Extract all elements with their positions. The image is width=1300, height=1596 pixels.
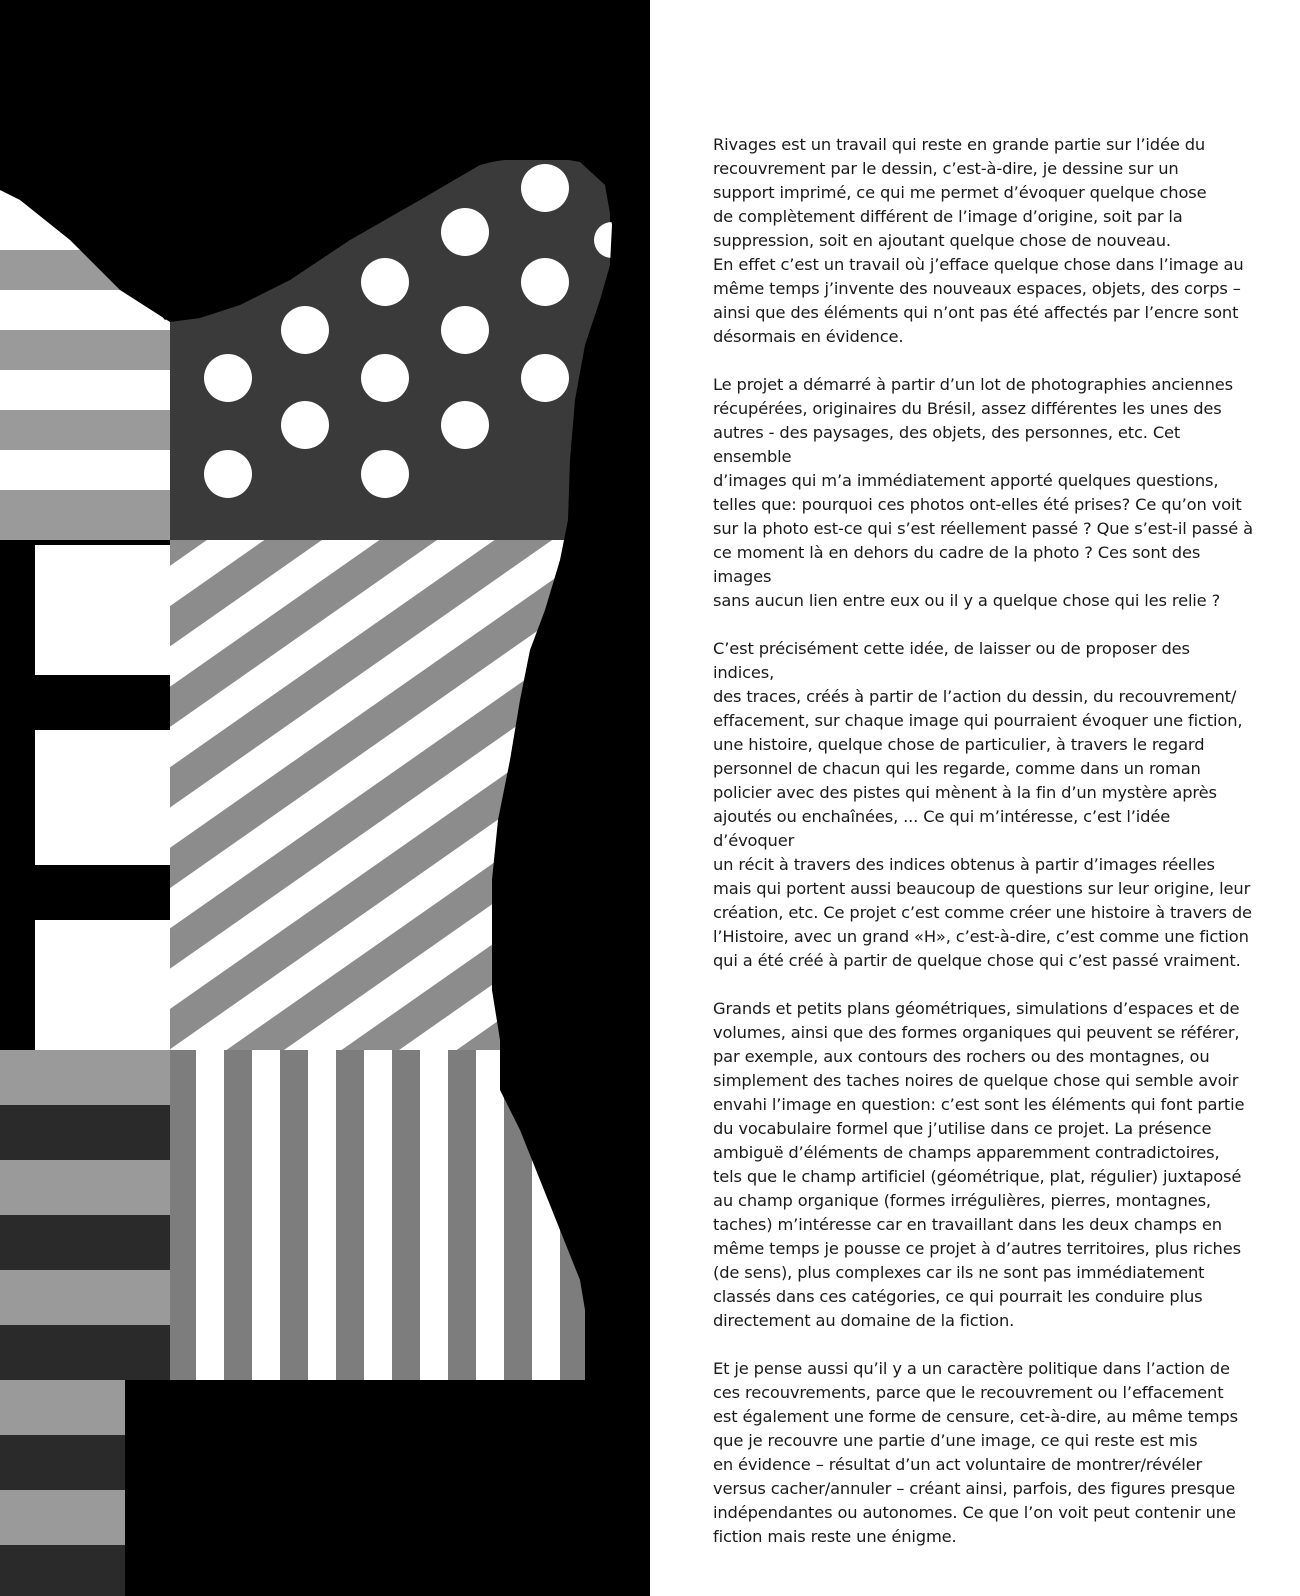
diagonal-stripes <box>170 540 590 1050</box>
paragraph-3: C’est précisément cette idée, de laisser ou de proposer des indices, des traces, créés à partir de l’action du dessin, du recouvrement/ effacement, sur chaque image qui pourraient évoquer une fiction, une histoire, quelque chose de particulier, à travers le regard personnel de chacun qui les regarde, comme dans un roman policier avec des pistes qui mènent à la fin d’un mystère après ajoutés ou enchaînées, ... Ce qui m’intéresse, c’est l’idée d’évoquer un récit à travers des indices obtenus à partir d’images réelles mais qui portent aussi beaucoup de questions sur leur origine, leur création, etc. Ce projet c’est comme créer une histoire à travers de l’Histoire, avec un grand «H», c’est-à-dire, c’est comme une fiction qui a été créé à partir de quelque chose qui c’est passé vraiment. <box>713 639 1252 970</box>
paragraph-4: Grands et petits plans géométriques, simulations d’espaces et de volumes, ainsi que des formes organiques qui peuvent se référer, par exemple, aux contours des rochers ou des montagnes, ou simplement des taches noires de quelque chose qui semble avoir envahi l’image en question: c’est sont les éléments qui font partie du vocabulaire formel que j’utilise dans ce projet. La présence ambiguë d’éléments de champs apparemment contradictoires, tels que le champ artificiel (géométrique, plat, régulier) juxtaposé au champ organique (formes irrégulières, pierres, montagnes, taches) m’intéresse car en travaillant dans les deux champs en même temps je pousse ce projet à d’autres territoires, plus riches (de sens), plus complexes car ils ne sont pas immédiatement classés dans ces catégories, ce qui pourrait les conduire plus directement au domaine de la fiction. <box>713 999 1245 1330</box>
left-stripes-bottom <box>0 1050 170 1596</box>
paragraph-5: Et je pense aussi qu’il y a un caractère politique dans l’action de ces recouvrements, parce que le recouvrement ou l’effacement est également une forme de censure, cet-à-dire, au même temps que je recouvre une partie d’une image, ce qui reste est mis en évidence – résultat d’un act voluntaire de montrer/révéler versus cacher/annuler – créant ainsi, parfois, des figures presque indépendantes ou autonomes. Ce que l’on voit peut contenir une fiction mais reste une énigme. <box>713 1359 1238 1546</box>
left-column-blocks <box>0 540 170 1050</box>
paragraph-2: Le projet a démarré à partir d’un lot de photographies anciennes récupérées, originaires du Brésil, assez différentes les unes des autres - des paysages, des objets, des personnes, etc. Cet ensemble d’images qui m’a immédiatement apporté quelques questions, telles que: pourquoi ces photos ont-elles été prises? Ce qu’on voit sur la photo est-ce qui s’est réellement passé ? Que s’est-il passé à ce moment là en dehors du cadre de la photo ? Ces sont des images sans aucun lien entre eux ou il y a quelque chose qui les relie ? <box>713 375 1253 610</box>
bottom-black-block <box>125 1380 650 1596</box>
vertical-stripes <box>170 1050 590 1380</box>
paragraph-1: Rivages est un travail qui reste en grande partie sur l’idée du recouvrement par le dessin, c’est-à-dire, je dessine sur un support imprimé, ce qui me permet d’évoquer quelque chose de complètement différent de l’image d’origine, soit par la suppression, soit en ajoutant quelque chose de nouveau. En effet c’est un travail où j’efface quelque chose dans l’image au même temps j’invente des nouveaux espaces, objets, des corps – ainsi que des éléments qui n’ont pas été affectés par l’encre sont désormais en évidence. <box>713 135 1244 346</box>
text-column <box>713 133 1253 1573</box>
